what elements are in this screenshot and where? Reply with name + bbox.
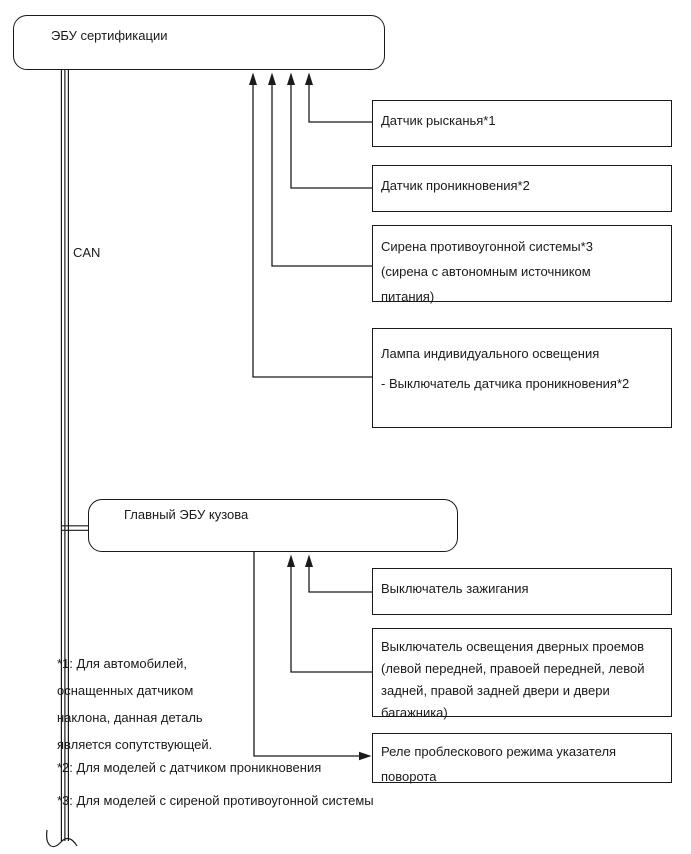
footnote-line: *3: Для моделей с сиреной противоугонной системы xyxy=(57,793,374,808)
device-label: Сирена противоугонной системы*3 xyxy=(381,239,593,254)
arrow-up-icon xyxy=(287,555,295,568)
device-label: - Выключатель датчика проникновения*2 xyxy=(381,376,630,391)
device-label: (левой передней, правоей передней, левой xyxy=(381,661,645,676)
device-box-yaw-sensor xyxy=(372,100,672,147)
device-box-ignition-switch xyxy=(372,568,672,615)
footnote-2 xyxy=(57,760,321,775)
footnote-line: *1: Для автомобилей, xyxy=(57,656,188,671)
arrow-up-icon xyxy=(268,73,276,86)
can-bus-label: CAN xyxy=(73,245,101,260)
connector-yaw-sensor xyxy=(305,73,372,123)
footnote-line: *2: Для моделей с датчиком проникновения xyxy=(57,760,322,775)
connector-ignition-switch xyxy=(305,555,372,593)
arrow-right-icon xyxy=(359,752,372,760)
device-label: питания) xyxy=(381,289,435,304)
connector-door-courtesy-switch xyxy=(287,555,372,673)
device-label: (сирена с автономным источником xyxy=(381,264,591,279)
main-body-ecu-label: Главный ЭБУ кузова xyxy=(124,507,249,522)
device-box-antitheft-siren xyxy=(372,225,672,302)
footnote-line: является сопутствующей. xyxy=(57,737,213,752)
device-box-personal-light xyxy=(372,328,672,428)
footnote-1 xyxy=(57,650,212,758)
device-label: Реле проблескового режима указателя xyxy=(381,744,617,759)
arrow-up-icon xyxy=(249,73,257,86)
certification-ecu-box xyxy=(13,15,385,70)
device-label: Лампа индивидуального освещения xyxy=(381,346,600,361)
device-label: Выключатель освещения дверных проемов xyxy=(381,639,645,654)
connector-personal-light xyxy=(249,73,372,378)
arrow-up-icon xyxy=(287,73,295,86)
device-box-turn-signal-flasher-relay xyxy=(372,733,672,783)
footnote-line: наклона, данная деталь xyxy=(57,710,203,725)
device-label: Выключатель зажигания xyxy=(381,581,529,596)
connector-antitheft-siren xyxy=(268,73,372,267)
arrow-up-icon xyxy=(305,73,313,86)
device-label: багажника) xyxy=(381,705,448,720)
device-box-door-courtesy-switch xyxy=(372,628,672,720)
connector-intrusion-sensor xyxy=(287,73,372,189)
arrow-up-icon xyxy=(305,555,313,568)
footnote-line: оснащенных датчиком xyxy=(57,683,194,698)
device-label: Датчик рысканья*1 xyxy=(381,113,496,128)
certification-ecu-label: ЭБУ сертификации xyxy=(51,28,168,43)
device-label: задней, правой задней двери и двери xyxy=(381,683,610,698)
device-label: Датчик проникновения*2 xyxy=(381,178,530,193)
footnote-3 xyxy=(57,793,374,808)
device-box-intrusion-sensor xyxy=(372,165,672,212)
device-label: поворота xyxy=(381,769,437,784)
connector-turn-signal-flasher-relay xyxy=(254,552,372,760)
main-body-ecu-box xyxy=(88,499,458,552)
